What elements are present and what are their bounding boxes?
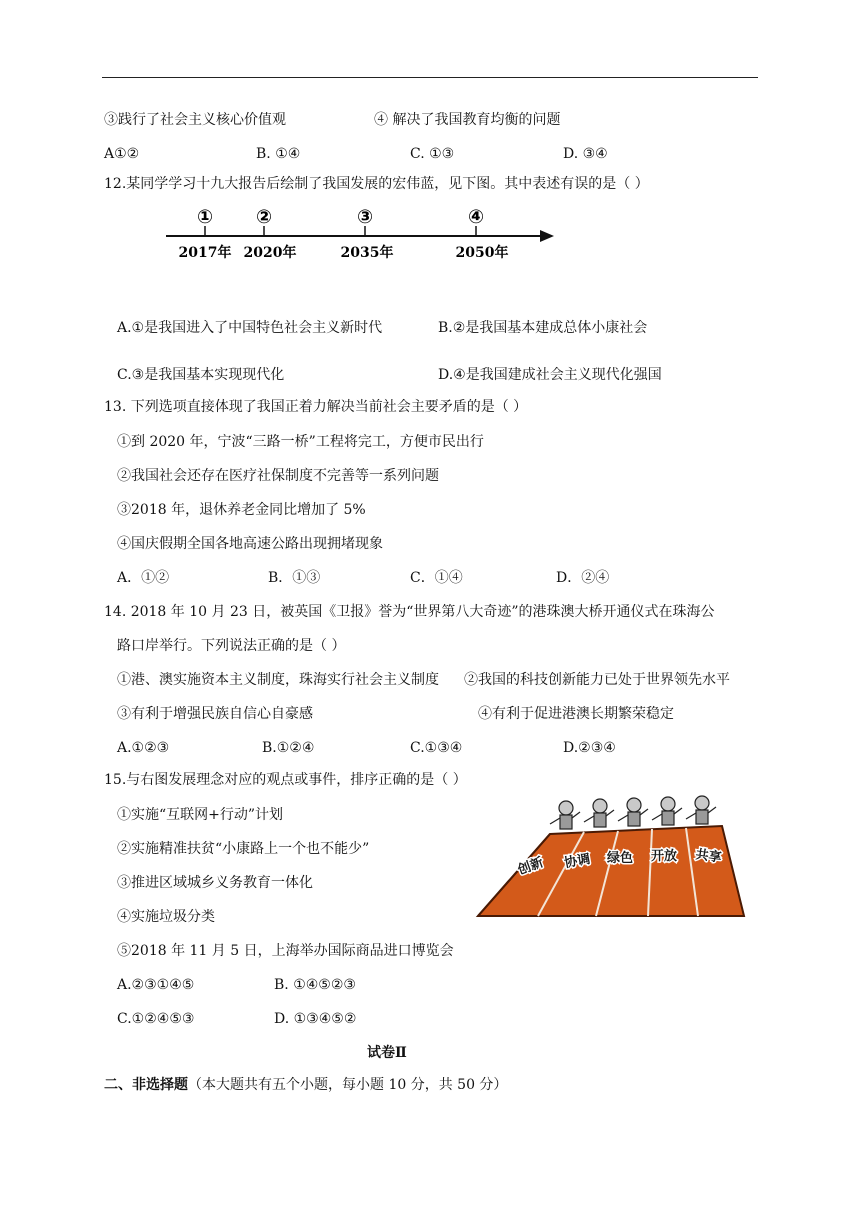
q13-item-4: ④国庆假期全国各地高速公路出现拥堵现象 xyxy=(117,536,383,552)
q15-item-4: ④实施垃圾分类 xyxy=(117,909,215,925)
timeline-marker-4 xyxy=(456,206,509,261)
timeline-year-label: 2035年 xyxy=(340,245,394,261)
q13-choice-b: B．①③ xyxy=(268,570,321,586)
q14-item-3: ③有利于增强民族自信心自豪感 xyxy=(117,706,313,722)
track-label-1: 创新 xyxy=(516,855,546,879)
q11-choice-a: A①② xyxy=(104,146,140,162)
timeline-marker-label: ③ xyxy=(356,206,374,228)
q15-choice-c: C.①②④⑤③ xyxy=(117,1011,195,1027)
development-timeline-diagram xyxy=(160,198,560,268)
runner-figure-5 xyxy=(686,796,716,824)
timeline-marker-label: ② xyxy=(255,206,273,228)
track-label-4: 开放 xyxy=(650,849,678,864)
runner-figure-2 xyxy=(584,799,614,827)
q14-choice-b: B.①②④ xyxy=(262,740,315,756)
q15-item-3: ③推进区域城乡义务教育一体化 xyxy=(117,875,313,891)
q12-stem: 12.某同学学习十九大报告后绘制了我国发展的宏伟蓝，见下图。其中表述有误的是（ ） xyxy=(104,176,649,192)
q14-item-2: ②我国的科技创新能力已处于世界领先水平 xyxy=(464,672,730,688)
timeline-arrow-icon xyxy=(540,230,554,242)
q11-choice-b: B. ①④ xyxy=(256,146,301,162)
timeline-marker-label: ① xyxy=(196,206,214,228)
q13-item-1: ①到 2020 年，宁波“三路一桥”工程将完工，方便市民出行 xyxy=(117,434,484,450)
timeline-marker-1 xyxy=(179,206,232,261)
track-label-3: 绿色 xyxy=(606,851,634,866)
runner-figure-1 xyxy=(550,801,580,829)
q14-choice-a: A.①②③ xyxy=(117,740,170,756)
q14-stem-line-2: 路口岸举行。下列说法正确的是（ ） xyxy=(117,638,346,654)
runner-figure-4 xyxy=(652,797,682,825)
q15-choice-a: A.②③①④⑤ xyxy=(117,977,195,993)
q14-item-1: ①港、澳实施资本主义制度，珠海实行社会主义制度 xyxy=(117,672,439,688)
section-heading-note: （本大题共有五个小题，每小题 10 分，共 50 分） xyxy=(188,1077,508,1093)
timeline-year-label: 2020年 xyxy=(243,245,297,261)
track-label-5: 共享 xyxy=(694,847,723,866)
q14-stem-line-1: 14. 2018 年 10 月 23 日，被英国《卫报》誉为“世界第八大奇迹”的港珠澳大桥开通仪式在珠海公 xyxy=(104,604,715,620)
q11-choice-d: D. ③④ xyxy=(563,146,608,162)
section-heading-title: 二、非选择题 xyxy=(104,1077,188,1093)
q15-item-1: ①实施“互联网+行动”计划 xyxy=(117,807,284,823)
q15-item-2: ②实施精准扶贫“小康路上一个也不能少” xyxy=(117,841,370,857)
q11-option-3: ③践行了社会主义核心价值观 xyxy=(104,112,286,128)
q15-item-5: ⑤2018 年 11 月 5 日，上海举办国际商品进口博览会 xyxy=(117,943,454,959)
q13-choice-c: C．①④ xyxy=(410,570,463,586)
q14-item-4: ④有利于促进港澳长期繁荣稳定 xyxy=(478,706,674,722)
paper-ii-title: 试卷Ⅱ xyxy=(367,1045,407,1061)
q13-item-3: ③2018 年，退休养老金同比增加了 5% xyxy=(117,502,366,518)
q15-stem: 15.与右图发展理念对应的观点或事件，排序正确的是（ ） xyxy=(104,772,467,788)
runner-figure-3 xyxy=(618,798,648,826)
q14-choice-c: C.①③④ xyxy=(410,740,463,756)
q13-choice-a: A．①② xyxy=(117,570,170,586)
q12-choice-c: C.③是我国基本实现现代化 xyxy=(117,367,285,383)
q11-option-4: ④ 解决了我国教育均衡的问题 xyxy=(374,112,561,128)
q12-choice-a: A.①是我国进入了中国特色社会主义新时代 xyxy=(117,320,383,336)
timeline-marker-label: ④ xyxy=(467,206,485,228)
track-label-2: 协调 xyxy=(563,851,592,872)
q15-choice-d: D. ①③④⑤② xyxy=(274,1011,357,1027)
q13-choice-d: D．②④ xyxy=(556,570,610,586)
q12-choice-b: B.②是我国基本建成总体小康社会 xyxy=(438,320,648,336)
timeline-year-label: 2050年 xyxy=(455,245,509,261)
q14-choice-d: D.②③④ xyxy=(563,740,616,756)
header-rule xyxy=(102,77,758,78)
q13-item-2: ②我国社会还存在医疗社保制度不完善等一系列问题 xyxy=(117,468,439,484)
section-heading xyxy=(104,1076,507,1094)
q15-choice-b: B. ①④⑤②③ xyxy=(274,977,356,993)
timeline-year-label: 2017年 xyxy=(178,245,232,261)
timeline-marker-3 xyxy=(341,206,394,261)
q12-choice-d: D.④是我国建成社会主义现代化强国 xyxy=(438,367,662,383)
q11-choice-c: C. ①③ xyxy=(410,146,455,162)
timeline-marker-2 xyxy=(244,206,297,261)
q13-stem: 13. 下列选项直接体现了我国正着力解决当前社会主要矛盾的是（ ） xyxy=(104,399,528,415)
development-concepts-track-figure xyxy=(470,794,750,924)
